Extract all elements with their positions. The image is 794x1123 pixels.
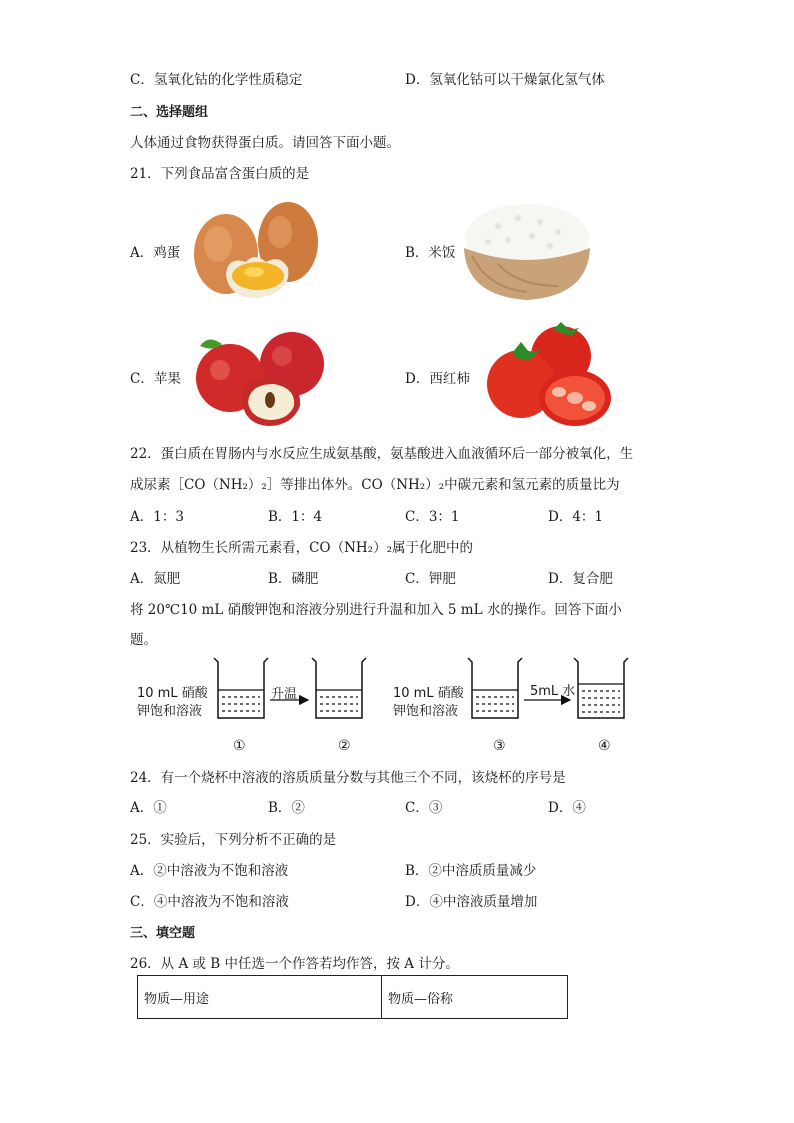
- q21-option-a: A．鸡蛋: [130, 245, 181, 261]
- q25-option-d: D．④中溶液质量增加: [405, 894, 538, 910]
- q21-option-c: C．苹果: [130, 371, 181, 387]
- beaker-2: [312, 658, 366, 718]
- q26-stem: 26．从 A 或 B 中任选一个作答若均作答，按 A 计分。: [130, 956, 459, 972]
- q25-option-c: C．④中溶液为不饱和溶液: [130, 894, 289, 910]
- q24-option-b: B．②: [268, 800, 305, 816]
- fig-number-1: ①: [233, 738, 246, 754]
- q25-stem: 25．实验后，下列分析不正确的是: [130, 832, 337, 848]
- fig-right-label-2: 钾饱和溶液: [393, 704, 459, 719]
- q22-stem-line1: 22．蛋白质在胃肠内与水反应生成氨基酸，氨基酸进入血液循环后一部分被氧化，生: [130, 446, 634, 462]
- q21-option-d: D．西红柿: [405, 371, 470, 387]
- q23-stem: 23．从植物生长所需元素看，CO（NH₂）₂属于化肥中的: [130, 540, 473, 556]
- table-row: [138, 976, 568, 1019]
- beaker-3: [468, 658, 522, 718]
- fig-arrow2-label: 5mL 水: [530, 684, 576, 699]
- section-2-title: 二、选择题组: [130, 105, 209, 120]
- beaker-4: [574, 658, 628, 718]
- rice-bowl-image: [458, 196, 596, 304]
- q26-col-a: 物质—用途: [138, 976, 382, 1019]
- group2-intro-line2: 题。: [130, 632, 157, 648]
- q23-option-d: D．复合肥: [548, 571, 613, 587]
- section-3-title: 三、填空题: [130, 926, 196, 941]
- q23-option-b: B．磷肥: [268, 571, 319, 587]
- q26-table: [137, 975, 568, 1019]
- egg-image: [188, 196, 328, 304]
- fig-number-4: ④: [598, 738, 611, 754]
- q22-option-d: D．4：1: [548, 509, 604, 525]
- q22-option-c: C．3：1: [405, 509, 460, 525]
- fig-left-label-1: 10 mL 硝酸: [137, 686, 208, 701]
- q25-option-a: A．②中溶液为不饱和溶液: [130, 863, 289, 879]
- beaker-1: [214, 658, 268, 718]
- q21-stem: 21．下列食品富含蛋白质的是: [130, 166, 310, 182]
- q22-stem-line2: 成尿素［CO（NH₂）₂］等排出体外。CO（NH₂）₂中碳元素和氢元素的质量比为: [130, 477, 620, 493]
- fig-number-2: ②: [338, 738, 351, 754]
- q23-option-a: A．氮肥: [130, 571, 181, 587]
- group2-intro-line1: 将 20℃10 mL 硝酸钾饱和溶液分别进行升温和加入 5 mL 水的操作。回答下面小: [130, 602, 622, 618]
- q24-stem: 24．有一个烧杯中溶液的溶质质量分数与其他三个不同，该烧杯的序号是: [130, 770, 566, 786]
- q20-option-d: D．氢氧化钴可以干燥氯化氢气体: [405, 72, 605, 88]
- q24-option-a: A．①: [130, 800, 167, 816]
- fig-arrow1-label: 升温: [271, 687, 298, 702]
- tomato-image: [485, 318, 615, 428]
- q20-option-c: C．氢氧化钴的化学性质稳定: [130, 72, 303, 88]
- apple-image: [192, 326, 332, 428]
- q24-option-c: C．③: [405, 800, 443, 816]
- fig-right-label-1: 10 mL 硝酸: [393, 686, 464, 701]
- fig-number-3: ③: [493, 738, 506, 754]
- q26-col-b: 物质—俗称: [382, 976, 568, 1019]
- q24-option-d: D．④: [548, 800, 586, 816]
- fig-left-label-2: 钾饱和溶液: [137, 704, 203, 719]
- q22-option-b: B．1：4: [268, 509, 323, 525]
- q25-option-b: B．②中溶质质量减少: [405, 863, 537, 879]
- q21-option-b: B．米饭: [405, 245, 456, 261]
- q22-option-a: A．1：3: [130, 509, 184, 525]
- beaker-diagram: [210, 652, 630, 726]
- q23-option-c: C．钾肥: [405, 571, 456, 587]
- group1-intro: 人体通过食物获得蛋白质。请回答下面小题。: [130, 135, 400, 151]
